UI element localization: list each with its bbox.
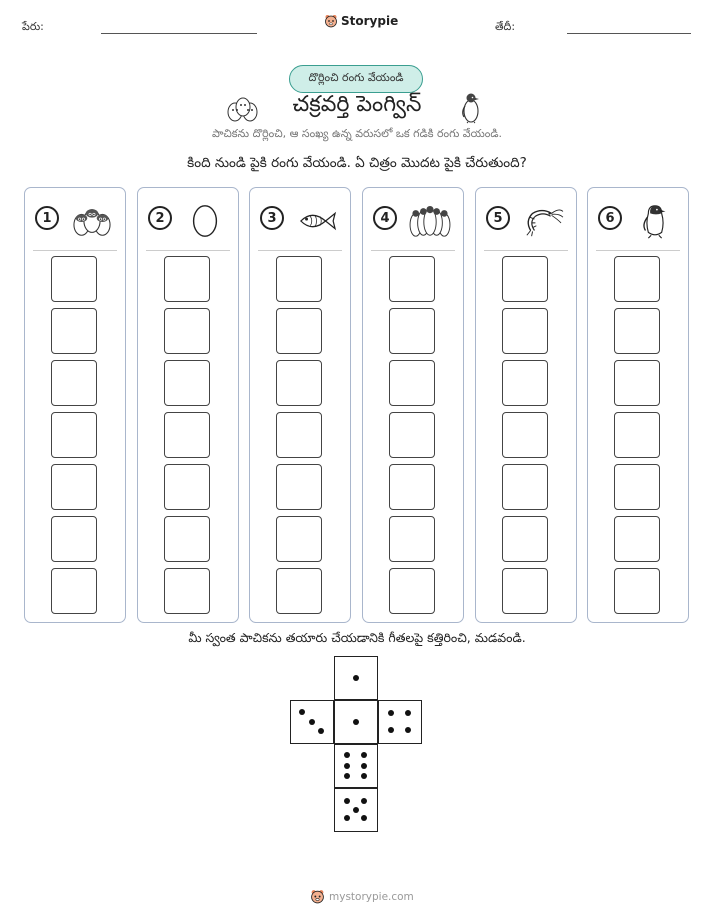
storypie-mascot-icon (310, 889, 325, 904)
dice-pip (309, 719, 315, 725)
column-number: 5 (486, 206, 510, 230)
dice-pip (344, 763, 350, 769)
color-box[interactable] (164, 360, 210, 406)
column-divider (371, 250, 455, 251)
dice-pip (405, 710, 411, 716)
color-box[interactable] (276, 516, 322, 562)
color-box[interactable] (389, 568, 435, 614)
color-box[interactable] (164, 308, 210, 354)
dice-instruction: మీ స్వంత పాచికను తయారు చేయడానికి గీతలపై కత్తిరించి, మడవండి. (188, 630, 526, 645)
column-number: 2 (148, 206, 172, 230)
color-box[interactable] (276, 464, 322, 510)
color-box[interactable] (276, 256, 322, 302)
color-box[interactable] (276, 412, 322, 458)
column-1 (24, 187, 126, 623)
color-box[interactable] (164, 516, 210, 562)
penguin-huddle-icon (407, 202, 453, 240)
color-box[interactable] (502, 308, 548, 354)
color-box[interactable] (389, 360, 435, 406)
column-4 (362, 187, 464, 623)
date-label: తేదీ: (495, 20, 516, 33)
shrimp-icon (520, 202, 566, 240)
dice-pip (405, 727, 411, 733)
color-box[interactable] (502, 568, 548, 614)
color-box[interactable] (51, 568, 97, 614)
color-box[interactable] (614, 308, 660, 354)
color-box[interactable] (51, 360, 97, 406)
color-box[interactable] (51, 464, 97, 510)
name-label: పేరు: (22, 20, 44, 33)
column-5 (475, 187, 577, 623)
egg-icon (182, 202, 228, 240)
color-box[interactable] (389, 412, 435, 458)
dice-pip (361, 815, 367, 821)
dice-pip (344, 798, 350, 804)
color-box[interactable] (276, 308, 322, 354)
activity-badge: దొర్లించి రంగు వేయండి (289, 65, 423, 93)
dice-face-3 (290, 700, 334, 744)
column-2 (137, 187, 239, 623)
column-divider (33, 250, 117, 251)
brand-logo (324, 14, 398, 28)
color-box[interactable] (389, 308, 435, 354)
color-box[interactable] (614, 412, 660, 458)
footer (310, 889, 414, 904)
color-box[interactable] (164, 412, 210, 458)
color-box[interactable] (51, 412, 97, 458)
color-box[interactable] (389, 256, 435, 302)
color-box[interactable] (389, 516, 435, 562)
footer-url[interactable]: mystorypie.com (329, 890, 414, 903)
color-box[interactable] (614, 516, 660, 562)
date-line[interactable] (567, 33, 691, 34)
dice-pip (361, 773, 367, 779)
column-header (146, 202, 234, 242)
fish-icon (294, 202, 340, 240)
storypie-mascot-icon (324, 14, 338, 28)
color-box[interactable] (502, 412, 548, 458)
color-box[interactable] (502, 256, 548, 302)
page-title (0, 92, 714, 122)
dice-net (290, 656, 424, 836)
penguin-chicks-title-icon (226, 94, 260, 124)
column-header (371, 202, 459, 242)
column-header (33, 202, 121, 242)
color-box[interactable] (502, 360, 548, 406)
color-box[interactable] (614, 256, 660, 302)
color-box[interactable] (51, 308, 97, 354)
dice-pip (299, 709, 305, 715)
dice-pip (361, 798, 367, 804)
column-number: 1 (35, 206, 59, 230)
column-number: 3 (260, 206, 284, 230)
color-box[interactable] (276, 568, 322, 614)
column-header (484, 202, 572, 242)
dice-pip (318, 728, 324, 734)
color-box[interactable] (51, 256, 97, 302)
column-divider (258, 250, 342, 251)
dice-pip (353, 719, 359, 725)
name-line[interactable] (101, 33, 257, 34)
dice-pip (388, 727, 394, 733)
color-box[interactable] (51, 516, 97, 562)
dice-face-5 (334, 788, 378, 832)
column-header (258, 202, 346, 242)
color-box[interactable] (502, 516, 548, 562)
color-box[interactable] (502, 464, 548, 510)
color-box[interactable] (164, 568, 210, 614)
dice-face-6 (334, 744, 378, 788)
dice-pip (344, 752, 350, 758)
color-box[interactable] (389, 464, 435, 510)
dice-pip (353, 675, 359, 681)
page-title-text: చక్రవర్తి పెంగ్విన్ (292, 92, 422, 117)
column-header (596, 202, 684, 242)
dice-face-4 (378, 700, 422, 744)
dice-pip (361, 752, 367, 758)
penguin-title-icon (460, 92, 482, 124)
penguin-chicks-group-icon (69, 202, 115, 240)
dice-pip (344, 815, 350, 821)
dice-pip (388, 710, 394, 716)
column-divider (484, 250, 568, 251)
color-box[interactable] (276, 360, 322, 406)
dice-face-1 (334, 656, 378, 700)
instructions-text: పాచికను దొర్లించి, ఆ సంఖ్య ఉన్న వరుసలో ఒక గడికి రంగు వేయండి. (212, 127, 502, 140)
dice-pip (361, 763, 367, 769)
column-divider (146, 250, 230, 251)
color-box[interactable] (164, 256, 210, 302)
emperor-penguin-icon (632, 202, 678, 240)
brand-name: Storypie (341, 14, 399, 28)
dice-pip (353, 807, 359, 813)
color-box[interactable] (614, 464, 660, 510)
column-6 (587, 187, 689, 623)
column-number: 4 (373, 206, 397, 230)
dice-pip (344, 773, 350, 779)
color-box[interactable] (164, 464, 210, 510)
column-divider (596, 250, 680, 251)
column-3 (249, 187, 351, 623)
color-box[interactable] (614, 360, 660, 406)
color-box[interactable] (614, 568, 660, 614)
column-number: 6 (598, 206, 622, 230)
question-text: కింది నుండి పైకి రంగు వేయండి. ఏ చిత్రం మొదట పైకి చేరుతుంది? (187, 155, 527, 171)
dice-face-1 (334, 700, 378, 744)
